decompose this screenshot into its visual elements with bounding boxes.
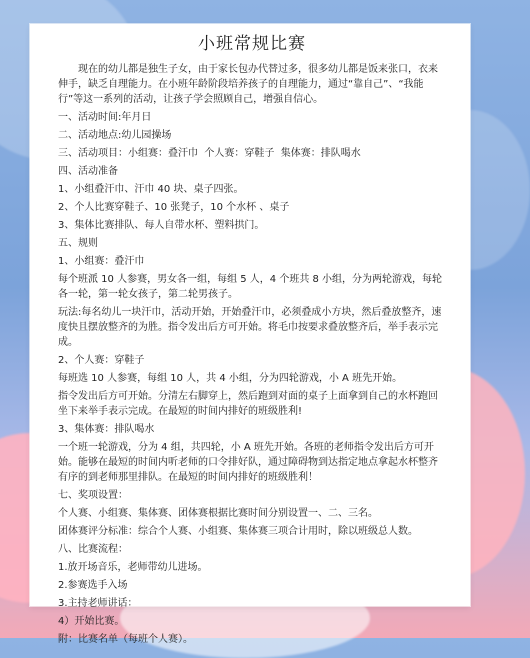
- procedure-item-2: 2.参赛选手入场: [58, 580, 128, 591]
- prep-item-2: 2、个人比赛穿鞋子、10 张凳子，10 个水杯 、桌子: [58, 202, 290, 213]
- section-heading-procedure: 八、比赛流程：: [58, 544, 128, 555]
- section-heading-location: 二、活动地点:幼儿园操场: [58, 130, 172, 141]
- section-heading-awards: 七、奖项设置：: [58, 490, 128, 501]
- rules-group-play: 玩法:每名幼儿一块汗巾，活动开始，开始叠汗巾，必须叠成小方块，然后叠放整齐，速度快且摆放整齐的为胜。指令发出后方可开始。将毛巾按要求叠放整齐后，举手表示完成。: [58, 307, 442, 348]
- appendix-note: 附：比赛名单（每班个人赛）。: [58, 634, 193, 645]
- rules-collective-title: 3、集体赛：排队喝水: [58, 424, 155, 435]
- intro-paragraph: 现在的幼儿都是独生子女，由于家长包办代替过多，很多幼儿都是饭来张口，衣来伸手，缺乏自理能力。在小班年龄阶段培养孩子的自理能力，通过“靠自己”、“我能行”等这一系列的活动，让孩子学会照顾自己，增强自信心。: [58, 64, 438, 105]
- rules-group-text: 每个班派 10 人参赛，男女各一组，每组 5 人，4 个班共 8 小组，分为两轮游戏，每轮各一轮，第一轮女孩子，第二轮男孩子。: [58, 274, 443, 300]
- prep-item-1: 1、小组叠汗巾、汗巾 40 块、桌子四张。: [58, 184, 244, 195]
- document-page: [30, 24, 470, 645]
- procedure-item-4: 4）开始比赛。: [58, 616, 125, 627]
- prep-item-3: 3、集体比赛排队、每人自带水杯、塑料拱门。: [58, 220, 265, 231]
- section-heading-rules: 五、规则: [58, 238, 98, 249]
- rules-collective-text: 一个班一轮游戏，分为 4 组，共四轮，小 A 班先开始。各班的老师指令发出后方可开始。能够在最短的时间内听老师的口令排好队，通过障碍物到达指定地点拿起水杯整齐有序的到老师那里排队。在最短的时间内排好的班级胜利！: [58, 442, 438, 483]
- section-heading-time: 一、活动时间:年月日: [58, 112, 152, 123]
- section-heading-prep: 四、活动准备: [58, 166, 118, 177]
- awards-text: 个人赛、小组赛、集体赛、团体赛根据比赛时间分别设置一、二、三名。: [58, 508, 378, 519]
- section-heading-events: 三、活动项目：小组赛：叠汗巾 个人赛：穿鞋子 集体赛：排队喝水: [58, 148, 361, 159]
- rules-individual-title: 2、个人赛：穿鞋子: [58, 355, 145, 366]
- rules-individual-text: 每班选 10 人参赛，每组 10 人，共 4 小组，分为四轮游戏，小 A 班先开始。: [58, 373, 403, 384]
- scoring-standard: 团体赛评分标准：综合个人赛、小组赛、集体赛三项合计用时，除以班级总人数。: [58, 526, 418, 537]
- rules-group-title: 1、小组赛：叠汗巾: [58, 256, 145, 267]
- procedure-item-3: 3.主持老师讲话：: [58, 598, 138, 609]
- document-title: 小班常规比赛: [198, 34, 306, 54]
- procedure-item-1: 1.放开场音乐，老师带幼儿进场。: [58, 562, 208, 573]
- rules-individual-play: 指令发出后方可开始。分清左右脚穿上，然后跑到对面的桌子上面拿到自己的水杯跑回坐下来举手表示完成。在最短的时间内排好的班级胜利!: [58, 391, 438, 417]
